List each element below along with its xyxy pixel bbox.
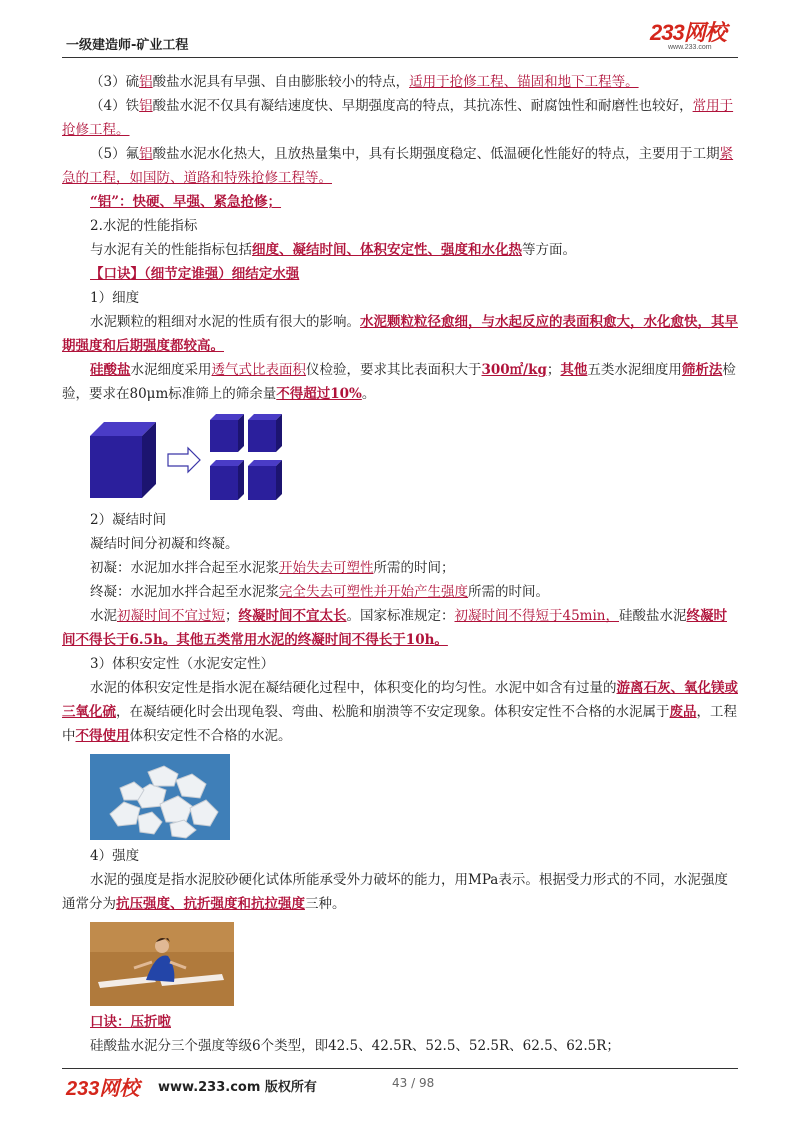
stones-illustration [90,754,230,840]
brand-logo-url: www.233.com [668,44,712,51]
fineness-heading: 1）细度 [90,290,140,306]
mnemonic-strength: 口诀：压折啦 [90,1014,171,1030]
mnemonic-performance: 【口诀】（细节定谁强）细结定水强 [90,266,300,282]
fineness-cubes-figure [90,412,738,508]
brand-logo-text: 233网校 [650,20,726,45]
document-title: 一级建造师-矿业工程 [66,38,189,53]
brand-logo[interactable] [650,22,746,50]
final-setting: 终凝：水泥加水拌合起至水泥浆完全失去可塑性并开始产生强度所需的时间。 [90,584,549,600]
setting-heading: 2）凝结时间 [90,512,167,528]
footer-divider [62,1068,738,1069]
lime-stones-image [90,754,230,840]
section-heading-performance: 2.水泥的性能指标 [90,218,198,234]
header-divider [62,57,738,58]
initial-setting: 初凝：水泥加水拌合起至水泥浆开始失去可塑性所需的时间； [90,560,455,576]
dancer-split-image [90,922,234,1006]
fineness-paragraph-1: 水泥颗粒的粗细对水泥的性质有很大的影响。水泥颗粒粒径愈细，与水起反应的表面积愈大，水化愈快，其早期强度和后期强度都较高。 [62,314,738,354]
cube-illustration [90,412,310,508]
setting-standard: 水泥初凝时间不宜过短；终凝时间不宜太长。国家标准规定：初凝时间不得短于45min，硅酸盐水泥终凝时间不得长于6.5h。其他五类常用水泥的终凝时间不得长于10h。 [62,608,727,648]
strength-grades: 硅酸盐水泥分三个强度等级6个类型，即42.5、42.5R、52.5、52.5R、62.5、62.5R； [90,1038,620,1054]
arrow-icon [168,448,200,472]
paragraph-sulfoaluminate: （3）硫铝酸盐水泥具有早强、自由膨胀较小的特点，适用于抢修工程、锚固和地下工程等。 [90,74,639,90]
small-cubes [210,414,282,500]
paragraph-fluoroaluminate: （5）氟铝酸盐水泥水化热大，且放热量集中，具有长期强度稳定、低温硬化性能好的特点，主要用于工期紧急的工程，如国防、道路和特殊抢修工程等。 [62,146,734,186]
mnemonic-aluminum: “铝”：快硬、早强、紧急抢修； [90,194,282,210]
dancer-illustration [90,922,234,1006]
performance-intro: 与水泥有关的性能指标包括细度、凝结时间、体积安定性、强度和水化热等方面。 [90,242,576,258]
strength-paragraph: 水泥的强度是指水泥胶砂硬化试体所能承受外力破坏的能力，用MPa表示。根据受力形式的不同，水泥强度通常分为抗压强度、抗折强度和抗拉强度三种。 [62,872,728,912]
fineness-paragraph-2: 硅酸盐水泥细度采用透气式比表面积仪检验，要求其比表面积大于300㎡/kg；其他五类水泥细度用筛析法检验，要求在80μm标准筛上的筛余量不得超过10%。 [62,362,736,402]
page-content [62,70,738,1058]
soundness-paragraph: 水泥的体积安定性是指水泥在凝结硬化过程中，体积变化的均匀性。水泥中如含有过量的游离石灰、氧化镁或三氧化硫，在凝结硬化时会出现龟裂、弯曲、松脆和崩溃等不安定现象。体积安定性不合格的水泥属于废品，工程中不得使用体积安定性不合格的水泥。 [62,680,738,744]
large-cube [90,422,156,498]
strength-heading: 4）强度 [90,848,140,864]
footer-logo[interactable]: 233网校 [66,1078,140,1100]
footer-copyright: www.233.com 版权所有 [158,1080,317,1095]
paragraph-ferroaluminate: （4）铁铝酸盐水泥不仅具有凝结速度快、早期强度高的特点，其抗冻性、耐腐蚀性和耐磨性也较好，常用于抢修工程。 [62,98,734,138]
page-number: 43 / 98 [392,1076,435,1090]
setting-intro: 凝结时间分初凝和终凝。 [90,536,239,552]
soundness-heading: 3）体积安定性（水泥安定性） [90,656,275,672]
